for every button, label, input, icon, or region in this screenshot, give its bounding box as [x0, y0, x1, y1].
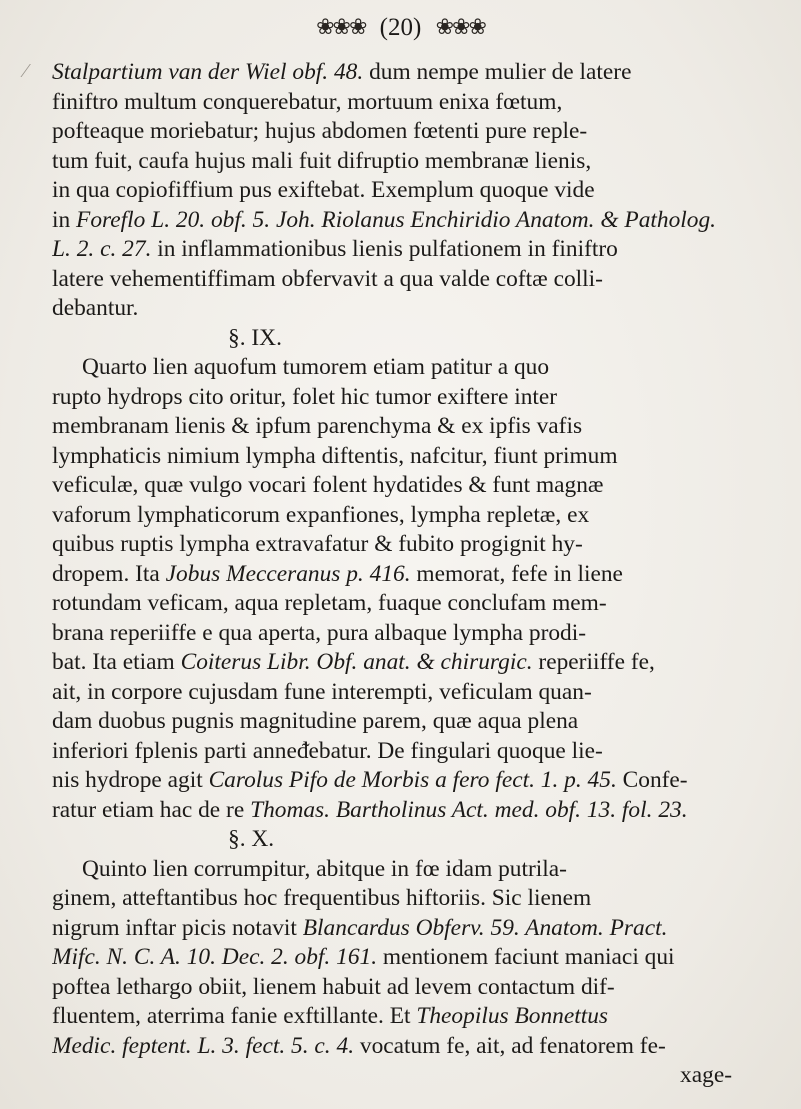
text-run: in qua copiofiffium pus exiftebat. Exemplum quoque vide — [52, 177, 595, 203]
text-line — [52, 796, 792, 826]
text-line — [52, 442, 792, 472]
text-run: pofteaque moriebatur; hujus abdomen fœtenti pure reple- — [52, 118, 588, 144]
text-run: debantur. — [52, 295, 139, 321]
text-run: quibus ruptis lympha extravafatur & fubito progignit hy- — [52, 531, 583, 557]
page-number: (20) — [379, 14, 422, 41]
text-line — [52, 530, 792, 560]
text-run: vaforum lymphaticorum expanfiones, lympha repletæ, ex — [52, 501, 590, 528]
text-line — [52, 265, 792, 295]
text-run: lymphaticis nimium lympha diftentis, nafcitur, fiunt primum — [52, 442, 618, 469]
text-run: in inflammationibus lienis pulfationem in finiftro — [151, 236, 618, 262]
text-run: inferiori fplenis parti anneᵭebatur. De fingulari quoque lie- — [52, 737, 603, 764]
text-run: mentionem faciunt maniaci qui — [377, 944, 675, 970]
italic-citation: Stalpartium van der Wiel obf. 48. — [52, 59, 364, 85]
text-line — [52, 147, 792, 177]
italic-citation: Mifc. N. C. A. 10. Dec. 2. obf. 161. — [52, 944, 378, 970]
text-line — [52, 353, 792, 383]
text-line — [52, 1032, 792, 1062]
text-run: nis hydrope agit — [52, 767, 209, 793]
text-run: Quinto lien corrumpitur, abitque in fœ idam putrila- — [82, 855, 567, 882]
italic-citation: Thomas. Bartholinus Act. med. obf. 13. fol. 23. — [250, 796, 688, 823]
text-run: in — [52, 206, 77, 233]
catchword: xage- — [680, 1062, 732, 1088]
text-run: veficulæ, quæ vulgo vocari folent hydatides & funt magnæ — [52, 472, 604, 498]
text-line — [52, 589, 792, 619]
text-line — [52, 737, 792, 767]
text-run: dum nempe mulier de latere — [363, 59, 632, 85]
text-line — [52, 707, 792, 737]
text-run: ginem, atteftantibus hoc frequentibus hiftoriis. Sic lienem — [52, 885, 592, 911]
italic-citation: Medic. feptent. L. 3. fect. 5. c. 4. — [52, 1032, 355, 1059]
text-line — [52, 678, 792, 708]
section-heading: §. IX. — [228, 324, 282, 351]
italic-citation: Carolus Pifo de Morbis a fero fect. 1. p. 45. — [208, 767, 617, 793]
text-line — [52, 294, 792, 324]
text-run: Confe- — [616, 767, 688, 793]
text-run: vocatum fe, ait, ad fenatorem fe- — [354, 1032, 666, 1059]
ornament-right: ❀❀❀ — [435, 14, 485, 39]
text-line — [52, 884, 792, 914]
text-line — [52, 501, 792, 531]
text-run: ait, in corpore cujusdam fune interempti, veficulam quan- — [52, 678, 592, 705]
text-run: brana reperiiffe e qua aperta, pura albaque lympha prodi- — [52, 619, 587, 646]
text-line — [52, 619, 792, 649]
text-run: fluentem, aterrima fanie exftillante. Et — [52, 1003, 417, 1029]
text-run: memorat, fefe in liene — [410, 560, 623, 587]
text-line — [52, 914, 792, 944]
text-line — [52, 855, 792, 885]
italic-citation: Theopilus Bonnettus — [416, 1003, 609, 1029]
text-line — [52, 648, 792, 678]
text-line — [52, 973, 792, 1003]
text-run: tum fuit, caufa hujus mali fuit difruptio membranæ lienis, — [52, 147, 592, 174]
text-run: latere vehementiffimam obfervavit a qua valde coftæ colli- — [52, 265, 603, 292]
text-run: nigrum inftar picis notavit — [52, 914, 303, 941]
text-run: membranam lienis & ipfum parenchyma & ex ipfis vafis — [52, 413, 583, 439]
text-line — [52, 58, 792, 88]
text-run: dropem. Ita — [52, 560, 166, 587]
text-run: dam duobus pugnis magnitudine parem, quæ aqua plena — [52, 708, 579, 734]
text-run: ratur etiam hac de re — [52, 796, 251, 823]
text-run: bat. Ita etiam — [52, 649, 181, 675]
text-run: rupto hydrops cito oritur, folet hic tumor exiftere inter — [52, 383, 558, 410]
text-line — [52, 766, 792, 796]
text-line — [52, 206, 792, 236]
text-line — [52, 176, 792, 206]
text-line — [52, 412, 792, 442]
text-run: rotundam veficam, aqua repletam, fuaque conclufam mem- — [52, 590, 607, 616]
section-heading: §. X. — [228, 826, 275, 852]
text-line — [52, 88, 792, 118]
text-line — [52, 471, 792, 501]
text-run: Quarto lien aquofum tumorem etiam patitur a quo — [82, 354, 550, 380]
body-text — [52, 58, 792, 1091]
text-line — [52, 560, 792, 590]
italic-citation: Coiterus Libr. Obf. anat. & chirurgic. — [180, 649, 533, 675]
margin-mark: ⁄ — [24, 60, 28, 82]
italic-citation: Blancardus Obferv. 59. Anatom. Pract. — [302, 914, 668, 941]
italic-citation: Jobus Mecceranus p. 416. — [165, 560, 411, 587]
italic-citation: Foreflo L. 20. obf. 5. Joh. Riolanus Enchiridio Anatom. & Patholog. — [76, 206, 717, 233]
text-line — [52, 1002, 792, 1032]
text-run: poftea lethargo obiit, lienem habuit ad levem contactum dif- — [52, 973, 615, 1000]
text-line — [52, 383, 792, 413]
text-run: reperiiffe fe, — [532, 649, 655, 675]
text-run: finiftro multum conquerebatur, mortuum enixa fœtum, — [52, 88, 563, 115]
text-line — [52, 943, 792, 973]
text-line — [52, 117, 792, 147]
text-line — [52, 235, 792, 265]
running-header — [0, 10, 801, 45]
ornament-left: ❀❀❀ — [316, 14, 366, 39]
italic-citation: L. 2. c. 27. — [52, 236, 152, 262]
